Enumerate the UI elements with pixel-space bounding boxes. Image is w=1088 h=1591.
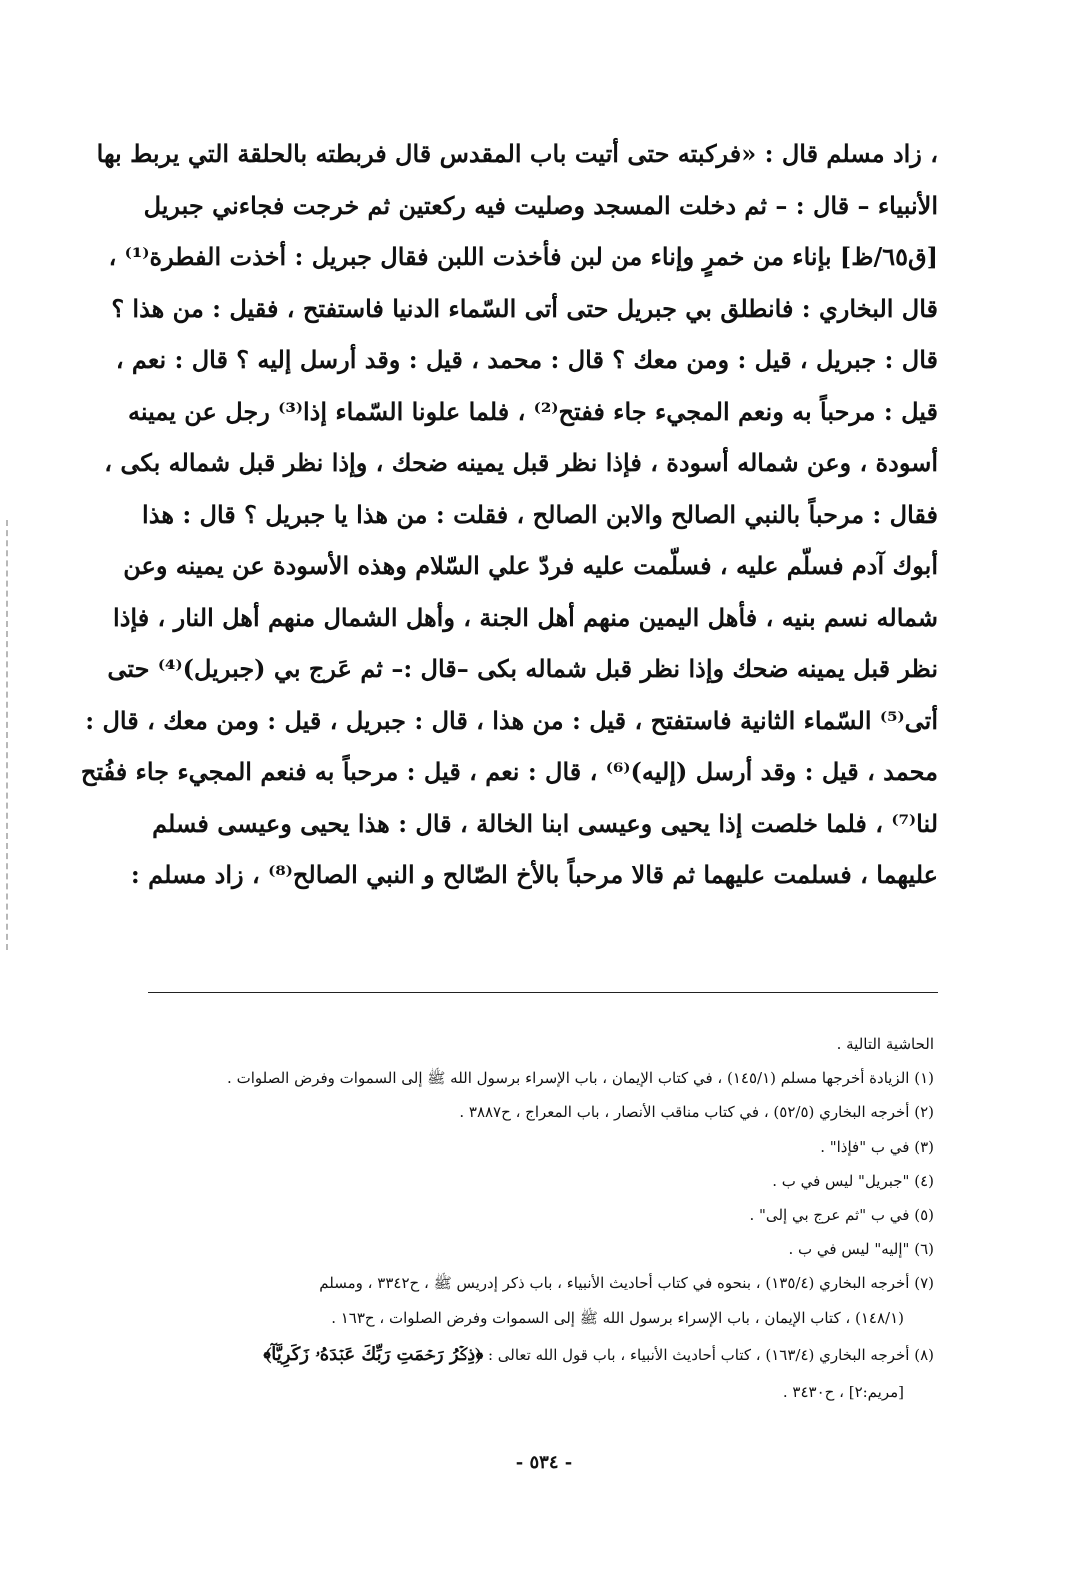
footnote-4: (٤) "جبريل" ليس في ب . bbox=[772, 1171, 934, 1190]
body-line: الأنبياء – قال : – ثم دخلت المسجد وصليت فيه ركعتين ثم خرجت فجاءني جبريل bbox=[143, 190, 938, 220]
scan-margin-marks bbox=[6, 520, 10, 950]
footnote-1: (١) الزيادة أخرجها مسلم (١٤٥/١) ، في كتاب الإيمان ، باب الإسراء برسول الله ﷺ إلى السموات وفرض الصلوات . bbox=[227, 1069, 934, 1088]
footnote-2: (٢) أخرجه البخاري (٥٢/٥) ، في كتاب مناقب الأنصار ، باب المعراج ، ح٣٨٨٧ . bbox=[459, 1103, 934, 1122]
body-line: أبوك آدم فسلّم عليه ، فسلّمت عليه فردّ علي السّلام وهذه الأسودة عن يمينه وعن bbox=[123, 551, 938, 580]
quran-verse: ﴿ذِكۡرُ رَحۡمَتِ رَبِّكَ عَبۡدَهُۥ زَكَرِيَّآ﴾ bbox=[263, 1343, 484, 1365]
body-line: قال البخاري : فانطلق بي جبريل حتى أتى السّماء الدنيا فاستفتح ، فقيل : من هذا ؟ bbox=[111, 293, 938, 323]
footnote-8-continuation: [مريم:٢] ، ح٣٤٣٠ . bbox=[782, 1382, 904, 1401]
footnote-6: (٦) "إليه" ليس في ب . bbox=[788, 1240, 934, 1259]
body-line: محمد ، قيل : وقد أرسل (إليه)⁽⁶⁾ ، قال : نعم ، قيل : مرحباً به فنعم المجيء جاء ففُتح bbox=[80, 757, 938, 786]
body-line: أسودة ، وعن شماله أسودة ، فإذا نظر قبل يمينه ضحك ، وإذا نظر قبل شماله بكى ، bbox=[104, 448, 938, 477]
body-line: شماله نسم بنيه ، فأهل اليمين منهم أهل الجنة ، وأهل الشمال منهم أهل النار ، فإذا bbox=[113, 602, 938, 632]
body-line: قيل : مرحباً به ونعم المجيء جاء ففتح⁽²⁾ ، فلما علونا السّماء إذا⁽³⁾ رجل عن يمينه bbox=[128, 396, 938, 426]
body-line: عليهما ، فسلمت عليهما ثم قالا مرحباً بالأخ الصّالح و النبي الصالح⁽⁸⁾ ، زاد مسلم : bbox=[130, 860, 938, 889]
body-line: [ق٦٥/ظ] بإناء من خمرٍ وإناء من لبن فأخذت اللبن فقال جبريل : أخذت الفطرة⁽¹⁾ ، bbox=[108, 242, 938, 271]
body-line: نظر قبل يمينه ضحك وإذا نظر قبل شماله بكى –قال :– ثم عَرج بي (جبريل)⁽⁴⁾ حتى bbox=[107, 654, 938, 683]
footnote-7: (٧) أخرجه البخاري (١٣٥/٤) ، بنحوه في كتاب أحاديث الأنبياء ، باب ذكر إدريس ﷺ ، ح٣٣٤٢ ، ومسلم bbox=[319, 1274, 934, 1293]
footnotes-section bbox=[128, 1027, 934, 1409]
footnote-5: (٥) في ب "ثم عرج بي إلى" . bbox=[749, 1205, 934, 1224]
footnote-separator-rule bbox=[148, 992, 938, 993]
footnote-8 bbox=[128, 1335, 934, 1375]
main-body-text bbox=[80, 128, 938, 901]
body-line: لنا⁽⁷⁾ ، فلما خلصت إذا يحيى وعيسى ابنا الخالة ، قال : هذا يحيى وعيسى فسلم bbox=[152, 808, 938, 838]
body-line: أتى⁽⁵⁾ السّماء الثانية فاستفتح ، قيل : من هذا ، قال : جبريل ، قيل : ومن معك ، قال : bbox=[85, 705, 938, 735]
footnote-3: (٣) في ب "فإذا" . bbox=[820, 1137, 934, 1156]
body-line: ، زاد مسلم قال : «فركبته حتى أتيت باب المقدس قال فربطته بالحلقة التي يربط بها bbox=[96, 139, 938, 168]
footnote-7-continuation: (١٤٨/١) ، كتاب الإيمان ، باب الإسراء برسول الله ﷺ إلى السموات وفرض الصلوات ، ح١٦٣ . bbox=[331, 1308, 904, 1327]
footnote-8-text: (٨) أخرجه البخاري (١٦٣/٤) ، كتاب أحاديث الأنبياء ، باب قول الله تعالى : bbox=[483, 1345, 934, 1364]
body-line: فقال : مرحباً بالنبي الصالح والابن الصالح ، فقلت : من هذا يا جبريل ؟ قال : هذا bbox=[142, 499, 938, 529]
page-number: - ٥٣٤ - bbox=[515, 1452, 573, 1473]
body-line: قال : جبريل ، قيل : ومن معك ؟ قال : محمد ، قيل : وقد أرسل إليه ؟ قال : نعم ، bbox=[115, 345, 938, 374]
footnote-continuation: الحاشية التالية . bbox=[836, 1035, 934, 1053]
